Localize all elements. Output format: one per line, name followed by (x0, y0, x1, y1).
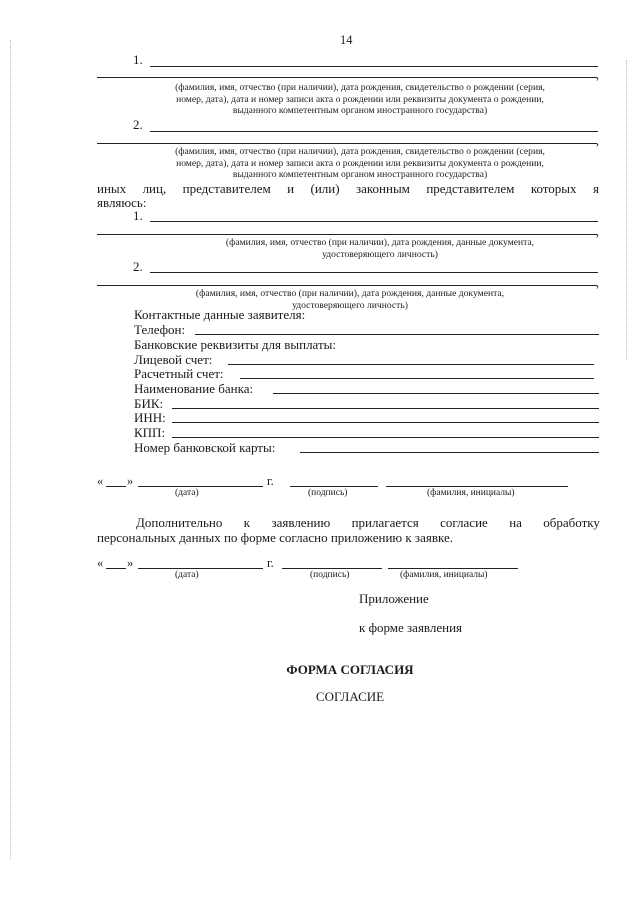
bank-field-label-bik: БИК: (134, 396, 164, 411)
sign2-quote-open: « (97, 556, 104, 570)
personal-account-field[interactable] (228, 364, 594, 365)
child-1-line-2[interactable] (97, 77, 597, 78)
other-person-1-line-2[interactable] (97, 234, 597, 235)
child-1-number: 1. (133, 52, 143, 67)
other-persons-intro: иных лиц, представителем и (или) законным представителем которых я (97, 181, 599, 196)
consent-title: СОГЛАСИЕ (315, 689, 385, 704)
child-2-caption: (фамилия, имя, отчество (при наличии), дата рождения, свидетельство о рождении (серия, номер, дата), дата и номер записи акта о рождении или реквизиты документа о рождении, выданного компетентным органом иностранного государства) (175, 146, 545, 180)
other-person-2-comma: , (596, 276, 600, 290)
child-1-comma: , (596, 68, 600, 82)
sign1-signature-field[interactable] (290, 486, 378, 487)
form-title: ФОРМА СОГЛАСИЯ (286, 662, 414, 677)
other-person-2-number: 2. (133, 259, 143, 274)
phone-label: Телефон: (134, 322, 186, 337)
sign1-day-field[interactable] (106, 486, 126, 487)
sign1-name-field[interactable] (386, 486, 568, 487)
bank-field-label-kpp: КПП: (134, 425, 166, 440)
additional-paragraph-line-2: персональных данных по форме согласно приложению к заявке. (97, 530, 453, 545)
sign1-date-field[interactable] (138, 486, 263, 487)
contact-heading: Контактные данные заявителя: (134, 307, 306, 322)
other-person-1-comma: , (596, 225, 600, 239)
sign2-signature-field[interactable] (282, 568, 382, 569)
sign2-year-suffix: г. (267, 556, 274, 570)
sign2-name-field[interactable] (388, 568, 518, 569)
other-person-1-caption: (фамилия, имя, отчество (при наличии), дата рождения, данные документа, удостоверяющего личность) (225, 237, 535, 260)
sign1-name-caption: (фамилия, инициалы) (427, 488, 515, 498)
other-person-2-line-1[interactable] (150, 272, 598, 273)
bank-field-label-settlement-account: Расчетный счет: (134, 366, 224, 381)
child-2-comma: , (596, 134, 600, 148)
bank-field-label-card-number: Номер банковской карты: (134, 440, 276, 455)
kpp-field[interactable] (172, 437, 599, 438)
other-person-1-number: 1. (133, 208, 143, 223)
other-persons-intro-end: являюсь: (97, 195, 147, 210)
appendix-subtitle: к форме заявления (359, 620, 463, 635)
child-1-line-1[interactable] (150, 66, 598, 67)
bank-heading: Банковские реквизиты для выплаты: (134, 337, 337, 352)
scan-edge-right (626, 60, 627, 360)
sign1-quote-open: « (97, 474, 104, 488)
phone-field[interactable] (195, 334, 599, 335)
sign1-date-caption: (дата) (175, 488, 199, 498)
bank-field-label-personal-account: Лицевой счет: (134, 352, 213, 367)
sign2-name-caption: (фамилия, инициалы) (400, 570, 488, 580)
bank-name-field[interactable] (273, 393, 599, 394)
other-person-1-line-1[interactable] (150, 221, 598, 222)
other-person-2-caption: (фамилия, имя, отчество (при наличии), дата рождения, данные документа, удостоверяющего личность) (195, 288, 505, 311)
sign2-sign-caption: (подпись) (310, 570, 350, 580)
sign1-year-suffix: г. (267, 474, 274, 488)
child-2-line-1[interactable] (150, 131, 598, 132)
sign2-quote-close: » (127, 556, 134, 570)
appendix-title: Приложение (359, 591, 429, 606)
inn-field[interactable] (172, 422, 599, 423)
sign1-quote-close: » (127, 474, 134, 488)
settlement-account-field[interactable] (240, 378, 594, 379)
card-number-field[interactable] (300, 452, 599, 453)
sign2-day-field[interactable] (106, 568, 126, 569)
sign2-date-field[interactable] (138, 568, 263, 569)
scan-edge-left (10, 40, 11, 860)
bank-field-label-inn: ИНН: (134, 410, 166, 425)
additional-paragraph-line-1: Дополнительно к заявлению прилагается согласие на обработку (136, 515, 600, 530)
child-2-line-2[interactable] (97, 143, 597, 144)
child-2-number: 2. (133, 117, 143, 132)
page-number: 14 (340, 33, 353, 47)
other-person-2-line-2[interactable] (97, 285, 597, 286)
sign1-sign-caption: (подпись) (308, 488, 348, 498)
bank-field-label-bank-name: Наименование банка: (134, 381, 254, 396)
bik-field[interactable] (172, 408, 599, 409)
child-1-caption: (фамилия, имя, отчество (при наличии), дата рождения, свидетельство о рождении (серия, номер, дата), дата и номер записи акта о рождении или реквизиты документа о рождении, выданного компетентным органом иностранного государства) (175, 82, 545, 116)
sign2-date-caption: (дата) (175, 570, 199, 580)
